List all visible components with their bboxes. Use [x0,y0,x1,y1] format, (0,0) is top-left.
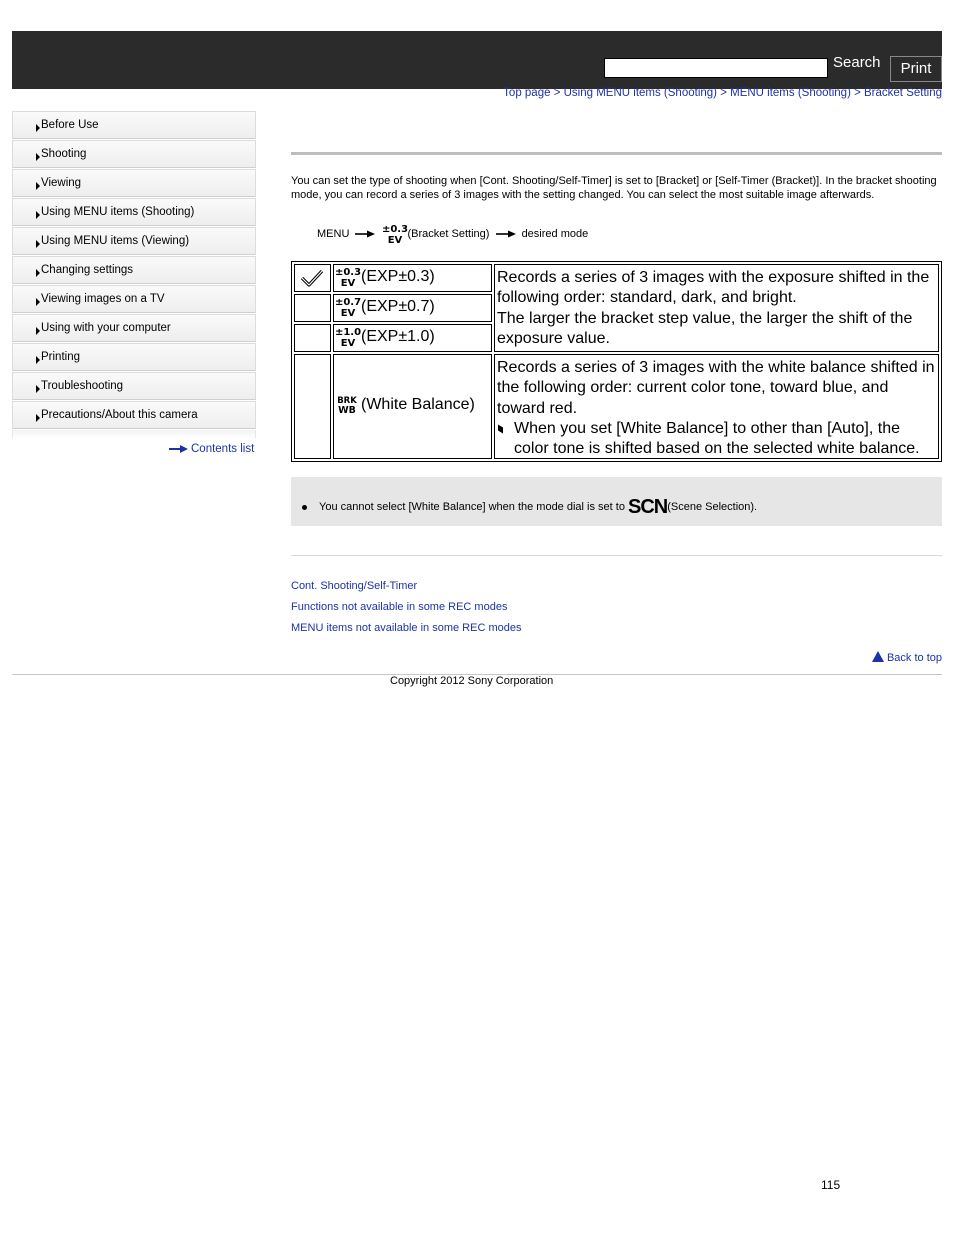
svg-text:±0.3: ±0.3 [381,224,408,236]
breadcrumb-using-menu-shooting[interactable]: Using MENU items (Shooting) [563,87,717,99]
arrow-right-icon [36,182,40,190]
breadcrumb-separator: > [717,87,731,99]
sidebar-item-label: Viewing [41,177,82,189]
sidebar-item-using-menu-viewing[interactable] [12,227,256,255]
sidebar-item-label: Printing [41,351,80,363]
svg-text:±0.7: ±0.7 [335,297,361,308]
menu-path-end: desired mode [521,228,589,240]
arrow-right-icon [36,269,40,277]
arrow-right-icon [36,385,40,393]
exposure-description-2: The larger the bracket step value, the larger the shift of the exposure value. [497,309,913,347]
empty-cell [294,354,331,459]
sidebar-item-viewing-on-tv[interactable] [12,285,256,313]
note-text [319,497,757,517]
sidebar-bottom-shade [12,430,256,438]
arrow-right-icon [36,240,40,248]
bracket-white-balance-icon [335,394,361,416]
sidebar-item-using-menu-shooting[interactable] [12,198,256,226]
sidebar-item-viewing[interactable] [12,169,256,197]
sidebar-item-printing[interactable] [12,343,256,371]
contents-list-link[interactable] [169,443,254,455]
related-link-cont-shooting[interactable]: Cont. Shooting/Self-Timer [291,580,418,592]
note-text-before: You cannot select [White Balance] when the mode dial is set to [319,501,628,513]
arrow-right-icon [36,124,40,132]
sidebar-item-label: Viewing images on a TV [41,293,165,305]
bullet-icon [302,505,307,510]
sidebar-item-label: Using MENU items (Viewing) [41,235,190,247]
svg-text:BRK: BRK [337,396,357,406]
white-balance-description-1: Records a series of 3 images with the white balance shifted in the following order: current color tone, toward blue, and toward red. [497,359,935,417]
arrow-right-icon [36,153,40,161]
related-rule [291,555,942,556]
exp-1-0-icon [335,326,361,348]
search-input[interactable] [604,58,828,78]
related-link-menu-not-available[interactable]: MENU items not available in some REC modes [291,622,522,634]
arrow-right-icon [36,356,40,364]
copyright: Copyright 2012 Sony Corporation [390,675,554,687]
white-balance-description [494,354,939,459]
svg-text:±0.3: ±0.3 [335,267,361,278]
svg-text:EV: EV [340,338,356,348]
checkmark-cell [294,264,331,292]
scene-selection-icon: SCN [628,496,668,519]
sidebar-item-label: Shooting [41,148,87,160]
bullet-icon [498,424,503,433]
empty-cell [294,324,331,352]
white-balance-note: When you set [White Balance] to other than [Auto], the color tone is shifted based on the selected white balance. [514,419,920,458]
sidebar-item-label: Using MENU items (Shooting) [41,206,195,218]
note-text-after: (Scene Selection). [667,501,758,513]
related-link-functions-not-available[interactable]: Functions not available in some REC modes [291,601,508,613]
arrow-right-icon [36,414,40,422]
back-to-top-label: Back to top [886,652,942,664]
sidebar-item-changing-settings[interactable] [12,256,256,284]
search-button[interactable]: Search [833,54,881,71]
sidebar-item-label: Before Use [41,119,99,131]
exp-0-3-icon [335,266,361,288]
checkmark-icon [295,265,330,291]
arrow-right-icon [36,327,40,335]
sidebar-item-label: Precautions/About this camera [41,409,198,421]
empty-cell [294,294,331,322]
exposure-description-1: Records a series of 3 images with the exposure shifted in the following order: standard, dark, and bright. [497,269,930,307]
intro-text: You can set the type of shooting when [Cont. Shooting/Self-Timer] is set to [Bracket] or [Self-Timer (Bracket)]. In the bracket shooting mode, you can record a series of 3 images with the setting changed. You can select the most suitable image afterwards. [291,175,937,201]
option-label: (White Balance) [361,396,475,414]
svg-text:WB: WB [338,405,356,416]
bracket-mode-table [291,261,942,462]
bracket-ev-icon [382,223,408,245]
svg-text:EV: EV [340,278,356,288]
exposure-description [494,264,939,352]
sidebar-item-label: Using with your computer [41,322,171,334]
breadcrumb-top-page[interactable]: Top page [503,87,551,99]
option-exp-1-0[interactable] [333,324,492,352]
contents-list-label: Contents list [191,443,255,455]
breadcrumb-separator: > [850,87,865,99]
option-label: (EXP±1.0) [361,328,435,346]
svg-text:EV: EV [340,308,356,318]
note-box [291,477,942,526]
sidebar [12,111,256,455]
back-to-top-link[interactable] [872,651,942,664]
sidebar-item-label: Changing settings [41,264,134,276]
arrow-right-icon [169,445,188,453]
white-balance-description-2 [497,419,936,460]
sidebar-item-shooting[interactable] [12,140,256,168]
sidebar-item-before-use[interactable] [12,111,256,139]
menu-path-middle: (Bracket Setting) [407,228,490,240]
option-white-balance[interactable] [333,354,492,459]
sidebar-item-precautions[interactable] [12,401,256,429]
page-number: 115 [821,1178,841,1192]
option-label: (EXP±0.7) [361,298,435,316]
page-header [12,31,942,89]
breadcrumb-bracket-setting[interactable]: Bracket Setting [864,87,942,99]
breadcrumb-separator: > [550,87,564,99]
option-exp-0-3[interactable] [333,264,492,292]
title-rule [291,152,942,155]
svg-text:±1.0: ±1.0 [335,327,361,338]
menu-path-start: MENU [317,228,350,240]
breadcrumb [503,87,942,99]
option-label: (EXP±0.3) [361,268,435,286]
arrow-up-icon [872,651,884,662]
sidebar-item-troubleshooting[interactable] [12,372,256,400]
sidebar-item-label: Troubleshooting [41,380,124,392]
menu-path [317,222,588,246]
exp-0-7-icon [335,296,361,318]
arrow-right-icon [496,230,516,238]
sidebar-item-using-with-computer[interactable] [12,314,256,342]
arrow-right-icon [355,230,375,238]
option-exp-0-7[interactable] [333,294,492,322]
arrow-right-icon [36,211,40,219]
print-button[interactable]: Print [890,56,942,82]
arrow-right-icon [36,298,40,306]
svg-text:EV: EV [387,235,402,246]
breadcrumb-menu-items-shooting[interactable]: MENU items (Shooting) [730,87,851,99]
